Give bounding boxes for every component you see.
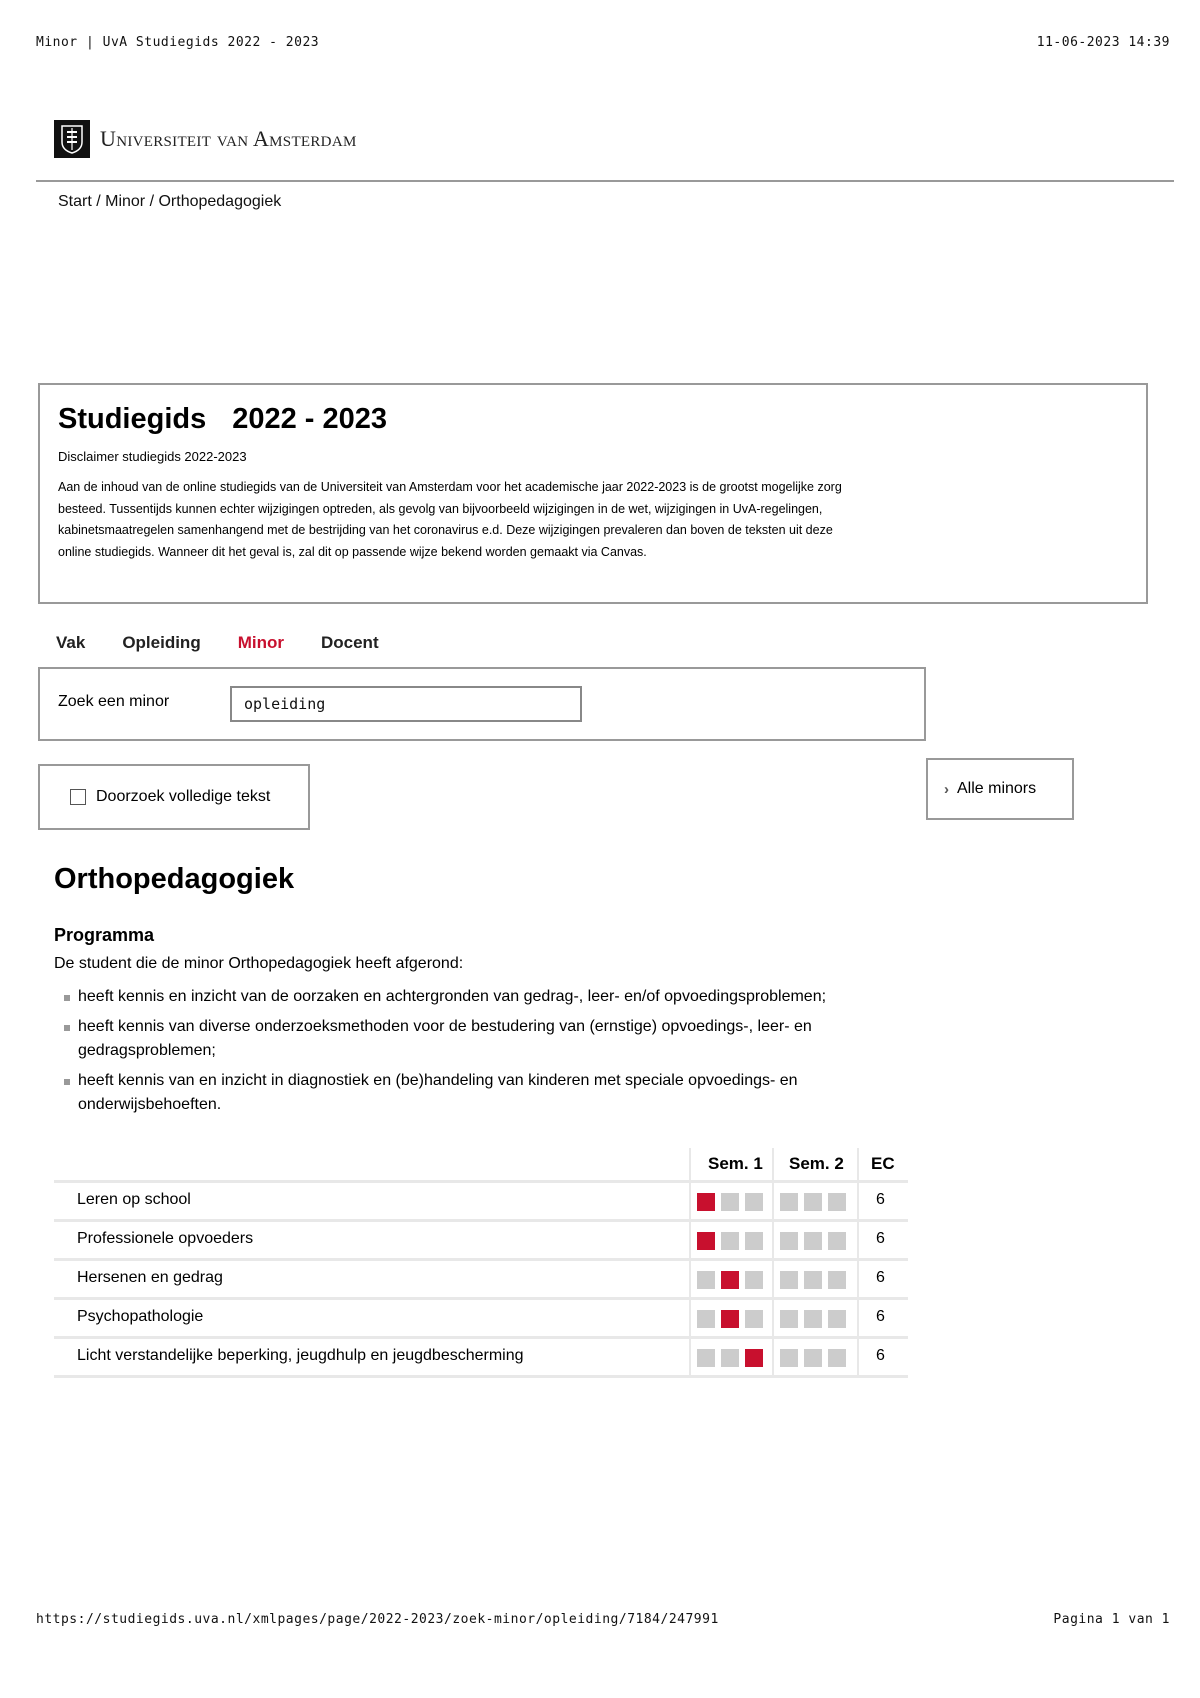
table-row[interactable]	[54, 1339, 908, 1378]
search-tabs	[56, 633, 416, 653]
search-label: Zoek een minor	[58, 693, 170, 710]
period-block	[780, 1349, 798, 1367]
list-item: heeft kennis en inzicht van de oorzaken en achtergronden van gedrag-, leer- en/of opvoedingsproblemen;	[62, 985, 922, 1009]
search-input[interactable]	[230, 686, 582, 722]
course-table	[54, 1148, 908, 1378]
fulltext-checkbox[interactable]	[70, 789, 86, 805]
course-ec: 6	[876, 1347, 885, 1364]
disclaimer-title: Disclaimer studiegids 2022-2023	[58, 449, 247, 464]
period-block	[804, 1310, 822, 1328]
period-block	[721, 1349, 739, 1367]
course-ec: 6	[876, 1230, 885, 1247]
sem2-blocks	[780, 1271, 852, 1289]
table-row[interactable]	[54, 1222, 908, 1261]
period-block	[745, 1193, 763, 1211]
period-block	[697, 1271, 715, 1289]
period-block	[745, 1271, 763, 1289]
period-block	[745, 1232, 763, 1250]
intro-text: De student die de minor Orthopedagogiek heeft afgerond:	[54, 955, 464, 972]
disclaimer-text: Aan de inhoud van de online studiegids van de Universiteit van Amsterdam voor het academische jaar 2022-2023 is de grootst mogelijke zorg besteed. Tussentijds kunnen echter wijzigingen optreden, als gevolg van bijvoorbeeld wijzigingen in de wet, wijzigingen in UvA-regelingen, kabinetsmaatregelen samenhangend met de bestrijding van het coronavirus e.d. Deze wijzigingen prevaleren dan boven de teksten uit deze online studiegids. Wanneer dit het geval is, zal dit op passende wijze bekend worden gemaakt via Canvas.	[58, 480, 842, 559]
print-footer-url: https://studiegids.uva.nl/xmlpages/page/2022-2023/zoek-minor/opleiding/7184/247991	[36, 1612, 719, 1627]
course-name[interactable]: Professionele opvoeders	[77, 1230, 254, 1247]
print-header-title: Minor | UvA Studiegids 2022 - 2023	[36, 35, 320, 50]
section-title: Programma	[54, 925, 155, 945]
tab-opleiding[interactable]: Opleiding	[122, 633, 201, 652]
studiegids-box	[38, 383, 1148, 604]
logo-text: Universiteit van Amsterdam	[100, 126, 357, 151]
period-block	[780, 1193, 798, 1211]
search-panel	[38, 667, 926, 741]
sem2-blocks	[780, 1193, 852, 1211]
period-block	[721, 1193, 739, 1211]
table-header-row	[54, 1148, 908, 1183]
period-block	[828, 1193, 846, 1211]
header-sem2: Sem. 2	[789, 1154, 844, 1173]
period-block	[828, 1349, 846, 1367]
sem1-blocks	[697, 1271, 769, 1289]
period-block	[804, 1271, 822, 1289]
learning-outcomes-list	[62, 985, 922, 1123]
studiegids-title	[58, 403, 387, 436]
tab-vak[interactable]: Vak	[56, 633, 86, 652]
header-sem1: Sem. 1	[708, 1154, 763, 1173]
period-block	[780, 1310, 798, 1328]
period-block	[721, 1271, 739, 1289]
uva-logo[interactable]	[54, 120, 357, 158]
sem1-blocks	[697, 1349, 769, 1367]
breadcrumb[interactable]: Start / Minor / Orthopedagogiek	[58, 193, 282, 210]
course-name[interactable]: Licht verstandelijke beperking, jeugdhulp en jeugdbescherming	[77, 1347, 524, 1364]
sem1-blocks	[697, 1232, 769, 1250]
table-row[interactable]	[54, 1300, 908, 1339]
period-block	[780, 1271, 798, 1289]
print-header-date: 11-06-2023 14:39	[1036, 35, 1170, 50]
period-block	[828, 1271, 846, 1289]
table-row[interactable]	[54, 1261, 908, 1300]
period-block	[697, 1310, 715, 1328]
print-footer-page: Pagina 1 van 1	[1053, 1612, 1170, 1627]
course-name[interactable]: Hersenen en gedrag	[77, 1269, 223, 1286]
period-block	[828, 1310, 846, 1328]
uva-crest-icon	[54, 120, 90, 158]
period-block	[721, 1232, 739, 1250]
course-ec: 6	[876, 1191, 885, 1208]
course-name[interactable]: Leren op school	[77, 1191, 191, 1208]
chevron-right-icon: ›	[944, 780, 949, 798]
header-ec: EC	[871, 1154, 895, 1173]
period-block	[721, 1310, 739, 1328]
course-name[interactable]: Psychopathologie	[77, 1308, 204, 1325]
fulltext-label[interactable]: Doorzoek volledige tekst	[96, 788, 271, 805]
period-block	[697, 1349, 715, 1367]
period-block	[745, 1310, 763, 1328]
sem1-blocks	[697, 1193, 769, 1211]
sem2-blocks	[780, 1310, 852, 1328]
sem2-blocks	[780, 1349, 852, 1367]
period-block	[804, 1349, 822, 1367]
table-row[interactable]	[54, 1183, 908, 1222]
course-ec: 6	[876, 1269, 885, 1286]
fulltext-option	[38, 764, 310, 830]
list-item: heeft kennis van diverse onderzoeksmethoden voor de bestudering van (ernstige) opvoedings-, leer- en gedragsproblemen;	[62, 1015, 922, 1063]
all-minors-button[interactable]	[926, 758, 1074, 820]
tab-docent[interactable]: Docent	[320, 633, 379, 652]
header-divider	[36, 180, 1174, 182]
period-block	[745, 1349, 763, 1367]
list-item: heeft kennis van en inzicht in diagnostiek en (be)handeling van kinderen met speciale opvoedings- en onderwijsbehoeften.	[62, 1069, 922, 1117]
all-minors-label: Alle minors	[957, 780, 1037, 797]
period-block	[804, 1193, 822, 1211]
period-block	[780, 1232, 798, 1250]
studiegids-year: 2022 - 2023	[232, 403, 388, 435]
sem2-blocks	[780, 1232, 852, 1250]
period-block	[804, 1232, 822, 1250]
tab-minor[interactable]: Minor	[237, 633, 284, 652]
period-block	[828, 1232, 846, 1250]
page-title: Orthopedagogiek	[54, 863, 295, 895]
sem1-blocks	[697, 1310, 769, 1328]
course-ec: 6	[876, 1308, 885, 1325]
period-block	[697, 1232, 715, 1250]
period-block	[697, 1193, 715, 1211]
studiegids-title-text: Studiegids	[58, 403, 207, 435]
